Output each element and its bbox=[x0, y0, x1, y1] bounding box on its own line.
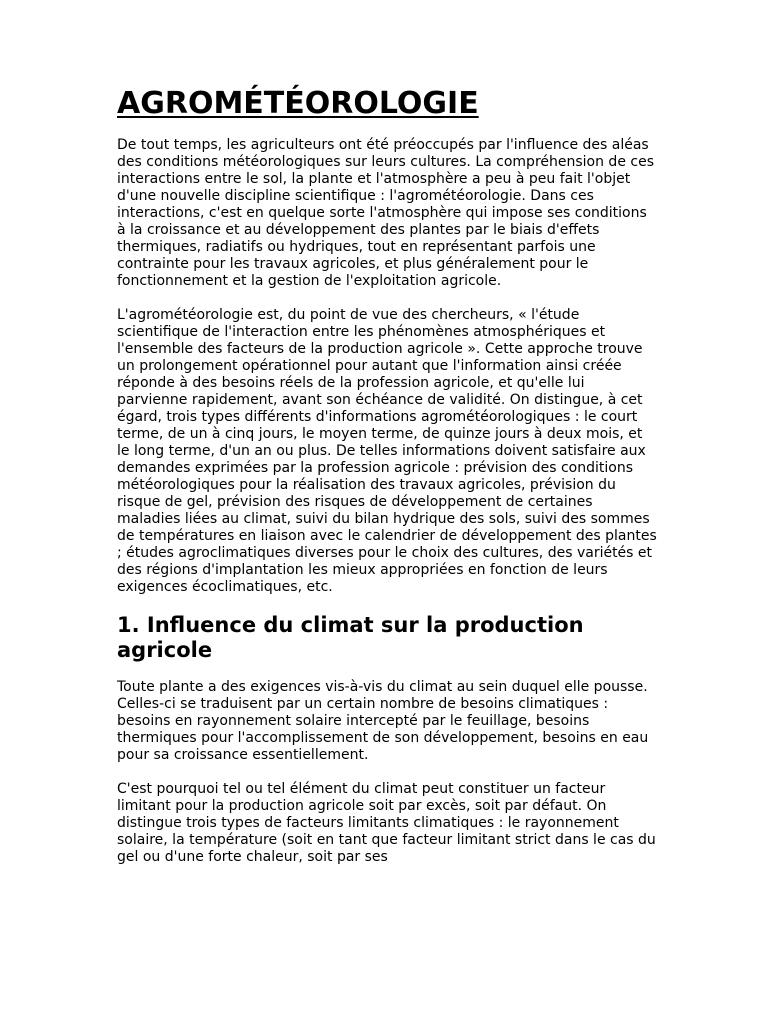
document-title: AGROMÉTÉOROLOGIE bbox=[117, 86, 479, 121]
intro-paragraph-2: L'agrométéorologie est, du point de vue des chercheurs, « l'étude scientifique de l'interaction entre les phénomènes atmosphériques et l'ensemble des facteurs de la production agricole ». Cette approche trouve un prolongement opérationnel pour autant que l'information ainsi créée réponde à des besoins réels de la profession agricole, et qu'elle lui parvienne rapidement, avant son échéance de validité. On distingue, à cet égard, trois types différents d'informations agrométéorologiques : le court terme, de un à cinq jours, le moyen terme, de quinze jours à deux mois, et le long terme, d'un an ou plus. De telles informations doivent satisfaire aux demandes exprimées par la profession agricole : prévision des conditions météorologiques pour la réalisation des travaux agricoles, prévision du risque de gel, prévision des risques de développement de certaines maladies liées au climat, suivi du bilan hydrique des sols, suivi des sommes de températures en liaison avec le calendrier de développement des plantes ; études agroclimatiques diverses pour le choix des cultures, des variétés et des régions d'implantation les mieux appropriées en fonction de leurs exigences écoclimatiques, etc. bbox=[117, 307, 657, 595]
section-paragraph-1: Toute plante a des exigences vis-à-vis du climat au sein duquel elle pousse. Celles-ci se traduisent par un certain nombre de besoins climatiques : besoins en rayonnement solaire intercepté par le feuillage, besoins thermiques pour l'accomplissement de son développement, besoins en eau pour sa croissance essentiellement. bbox=[117, 679, 649, 763]
section-heading: 1. Influence du climat sur la production agricole bbox=[117, 613, 584, 662]
document-page bbox=[117, 86, 657, 866]
intro-paragraph-1: De tout temps, les agriculteurs ont été préoccupés par l'influence des aléas des conditions météorologiques sur leurs cultures. La compréhension de ces interactions entre le sol, la plante et l'atmosphère a peu à peu fait l'objet d'une nouvelle discipline scientifique : l'agrométéorologie. Dans ces interactions, c'est en quelque sorte l'atmosphère qui impose ses conditions à la croissance et au développement des plantes par le biais d'effets thermiques, radiatifs ou hydriques, tout en représentant parfois une contrainte pour les travaux agricoles, et plus généralement pour le fonctionnement et la gestion de l'exploitation agricole. bbox=[117, 137, 654, 289]
section-paragraph-2: C'est pourquoi tel ou tel élément du climat peut constituer un facteur limitant pour la production agricole soit par excès, soit par défaut. On distingue trois types de facteurs limitants climatiques : le rayonnement solaire, la température (soit en tant que facteur limitant strict dans le cas du gel ou d'une forte chaleur, soit par ses bbox=[117, 781, 656, 865]
